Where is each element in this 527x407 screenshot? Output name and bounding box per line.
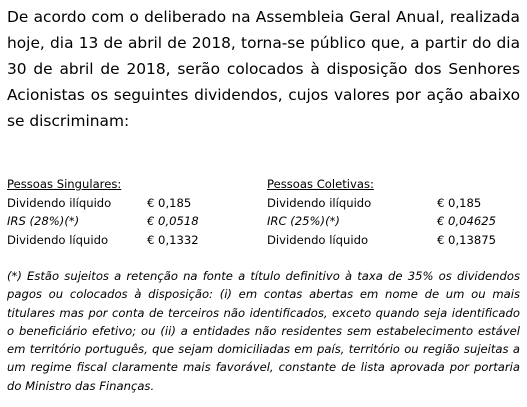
row-value: € 0,13875 bbox=[437, 232, 497, 247]
row-label: IRS (28%)(*) bbox=[7, 214, 80, 228]
announcement-paragraph: De acordo com o deliberado na Assembleia Geral Anual, realizada hoje, dia 13 de abril de 2018, torna-se público que, a partir do dia 30 de abril de 2018, serão colocados à disposição dos Senhores Acionistas os seguintes dividendos, cujos valores por ação abaixo se discriminam: bbox=[7, 8, 520, 130]
pessoas-singulares-heading: Pessoas Singulares: bbox=[7, 177, 122, 191]
row-label: Dividendo líquido bbox=[267, 232, 369, 247]
table-row bbox=[7, 194, 267, 213]
row-label: IRC (25%)(*) bbox=[267, 214, 340, 228]
row-value: € 0,04625 bbox=[437, 214, 497, 228]
table-row bbox=[7, 212, 267, 231]
table-row bbox=[7, 231, 267, 250]
row-label: Dividendo ilíquido bbox=[267, 195, 372, 210]
row-value: € 0,185 bbox=[147, 195, 192, 210]
tax-footnote: (*) Estão sujeitos a retenção na fonte a título definitivo à taxa de 35% os dividendos pagos ou colocados à disposição: (i) em contas abertas em nome de um ou mais titulares mas por conta de terceiros não identificados, exceto quando seja identificado o beneficiário efetivo; ou (ii) a entidades não residentes sem estabelecimento estável em território português, que sejam domiciliadas em país, território ou região sujeitas a um regime fiscal claramente mais favorável, constante de lista aprovada por portaria do Ministro das Finanças. bbox=[7, 269, 520, 393]
pessoas-singulares-table bbox=[7, 175, 267, 249]
pessoas-coletivas-table bbox=[267, 175, 520, 249]
table-row bbox=[267, 212, 520, 231]
row-label: Dividendo líquido bbox=[7, 232, 109, 247]
row-value: € 0,185 bbox=[437, 195, 482, 210]
row-label: Dividendo ilíquido bbox=[7, 195, 112, 210]
table-row bbox=[267, 231, 520, 250]
table-row bbox=[267, 194, 520, 213]
row-value: € 0,0518 bbox=[147, 214, 199, 228]
pessoas-coletivas-heading: Pessoas Coletivas: bbox=[267, 177, 374, 191]
row-value: € 0,1332 bbox=[147, 232, 199, 247]
